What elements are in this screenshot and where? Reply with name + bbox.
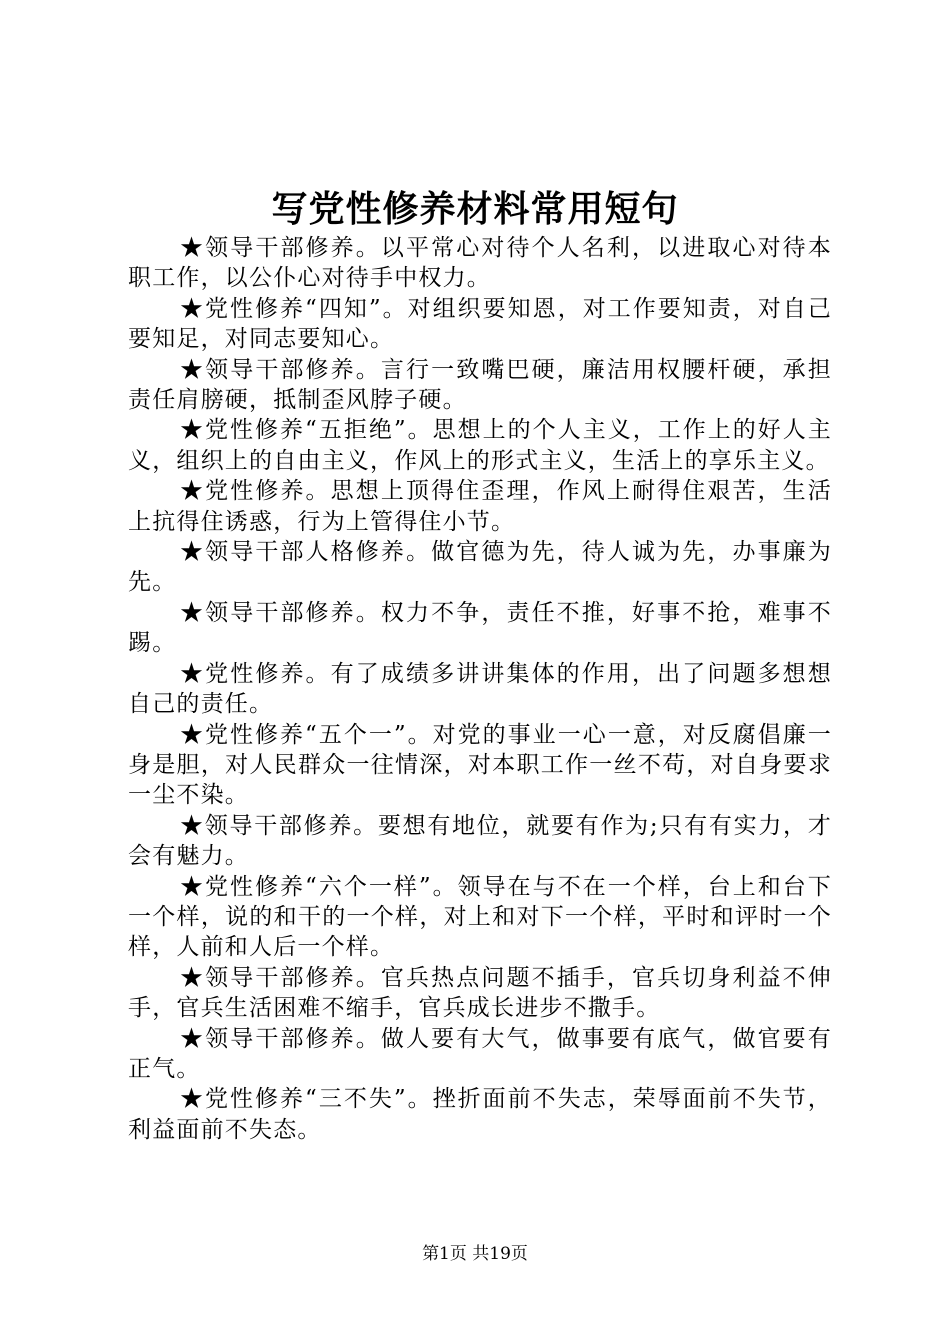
paragraph: ★领导干部修养。言行一致嘴巴硬，廉洁用权腰杆硬，承担责任肩膀硬，抵制歪风脖子硬。 — [128, 356, 832, 414]
paragraph: ★领导干部修养。以平常心对待个人名利，以进取心对待本职工作，以公仆心对待手中权力。 — [128, 235, 832, 292]
paragraph: ★领导干部修养。要想有地位，就要有作为;只有有实力，才会有魅力。 — [128, 812, 832, 870]
paragraph: ★党性修养。思想上顶得住歪理，作风上耐得住艰苦，生活上抗得住诱惑，行为上管得住小节。 — [128, 478, 832, 535]
paragraph: ★党性修养“六个一样”。领导在与不在一个样，台上和台下一个样，说的和干的一个样，对上和对下一个样，平时和评时一个样，人前和人后一个样。 — [128, 873, 832, 961]
paragraph: ★领导干部修养。官兵热点问题不插手，官兵切身利益不伸手，官兵生活困难不缩手，官兵成长进步不撒手。 — [128, 964, 832, 1022]
paragraph: ★党性修养“四知”。对组织要知恩，对工作要知责，对自己要知足，对同志要知心。 — [128, 295, 832, 353]
paragraph: ★党性修养“五拒绝”。思想上的个人主义，工作上的好人主义，组织上的自由主义，作风上的形式主义，生活上的享乐主义。 — [128, 417, 832, 474]
paragraph: ★党性修养“三不失”。挫折面前不失志，荣辱面前不失节，利益面前不失态。 — [128, 1086, 832, 1143]
paragraph: ★领导干部人格修养。做官德为先，待人诚为先，办事廉为先。 — [128, 539, 832, 596]
paragraph: ★党性修养“五个一”。对党的事业一心一意，对反腐倡廉一身是胆，对人民群众一往情深，对本职工作一丝不苟，对自身要求一尘不染。 — [128, 721, 832, 809]
paragraph: ★领导干部修养。做人要有大气，做事要有底气，做官要有正气。 — [128, 1025, 832, 1082]
paragraph: ★党性修养。有了成绩多讲讲集体的作用，出了问题多想想自己的责任。 — [128, 660, 832, 718]
page-number-footer: 第1页 共19页 — [422, 1244, 528, 1264]
document-body — [128, 233, 832, 1145]
document-title: 写党性修养材料常用短句 — [271, 188, 679, 230]
paragraph: ★领导干部修养。权力不争，责任不推，好事不抢，难事不踢。 — [128, 599, 832, 657]
